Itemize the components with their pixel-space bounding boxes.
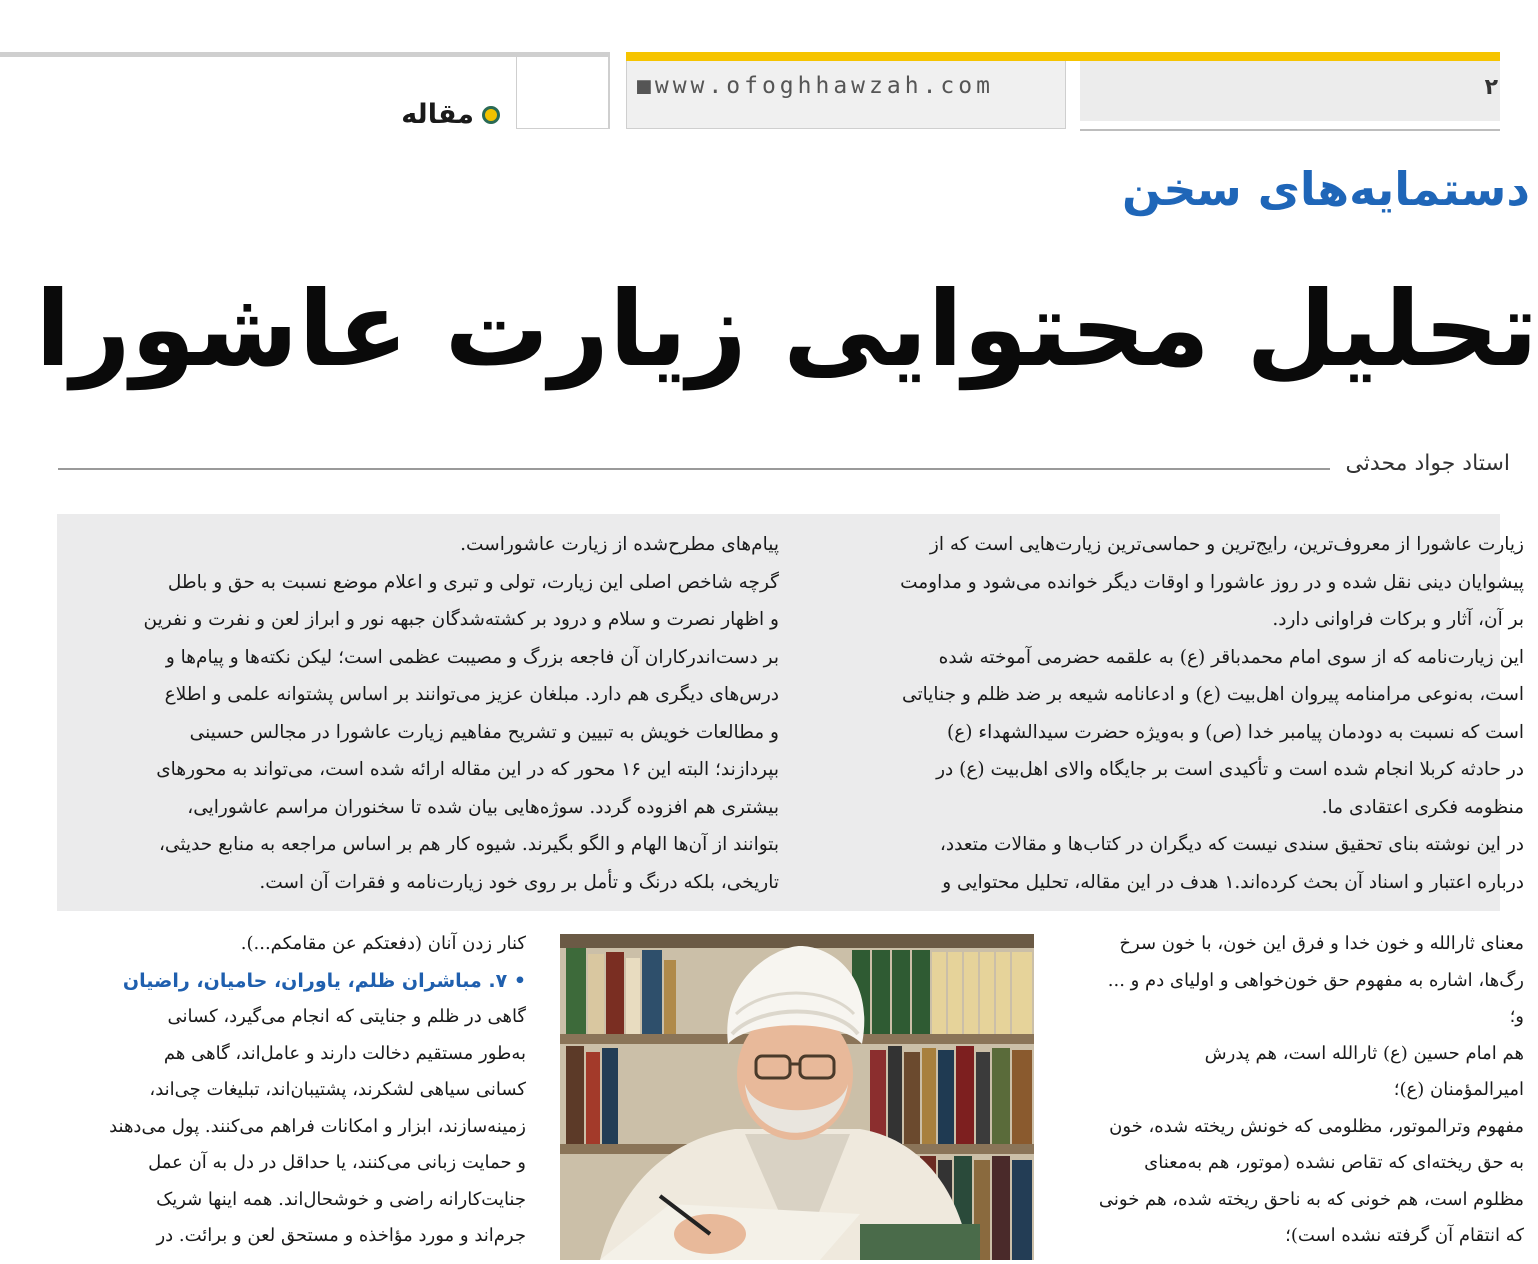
- page-number: ۲: [1484, 75, 1498, 100]
- body-paragraph: کنار زدن آنان (دفعتکم عن مقامکم...).: [240, 933, 526, 954]
- bullet-dot-icon: [482, 106, 500, 124]
- intro-box: [57, 514, 1524, 911]
- intro-paragraph: این زیارت‌نامه که از سوی امام محمدباقر (ع) به علقمه حضرمی آموخته شده است، به‌نوعی مرامنامه پیروان اهل‌بیت (ع) و ادعانامه شیعه بر ضد ظلم و جنایاتی است که نسبت به دودمان پیامبر خدا (ص) و به‌ویژه حضرت سیدالشهداء (ع) در حادثه کربلا انجام شده است و تأکیدی است بر جایگاه والای اهل‌بیت (ع) در منظومه فکری اعتقادی ما.: [902, 646, 1524, 818]
- header-right-strip: [626, 52, 1500, 130]
- site-url: ■www.ofoghhawzah.com: [637, 73, 994, 99]
- body-right-column: [1064, 926, 1524, 1255]
- body-paragraph: گاهی در ظلم و جنایتی که انجام می‌گیرد، کسانی به‌طور مستقیم دخالت دارند و عامل‌اند، گاهی هم کسانی سیاهی لشکرند، پشتیبان‌اند، تبلیغات چی‌اند، زمینه‌سازند، ابزار و امکانات فراهم می‌کنند. پول می‌دهند و حمایت زبانی می‌کنند، یا حداقل در دل به آن عمل جنایت‌کارانه راضی و خوشحال‌اند. همه اینها شریک جرم‌اند و مورد مؤاخذه و مستحق لعن و برائت. در: [109, 1006, 526, 1246]
- body-paragraph: هم امام حسین (ع) ثارالله است، هم پدرش امیرالمؤمنان (ع)؛: [1204, 1042, 1524, 1100]
- body-paragraph: مفهوم وترالموتور، مظلومی که خونش ریخته شده، خون به حق ریخته‌ای که تقاص نشده (موتور، هم به‌معنای مظلوم است، هم خونی که به ناحق ریخته شده، هم خونی که انتقام آن گرفته نشده است)؛: [1098, 1115, 1524, 1246]
- intro-right-column: [806, 526, 1524, 901]
- intro-paragraph: در این نوشته بنای تحقیق سندی نیست که دیگران در کتاب‌ها و مقالات متعدد، درباره اعتبار و اسناد آن بحث کرده‌اند.۱ هدف در این مقاله، تحلیل محتوایی و: [939, 834, 1524, 893]
- section-label-text: مقاله: [401, 99, 474, 130]
- kicker: دستمایه‌های سخن: [1121, 162, 1530, 216]
- intro-paragraph: گرچه شاخص اصلی این زیارت، تولی و تبری و اعلام موضع نسبت به حق و باطل و اظهار نصرت و سلام و درود بر کشته‌شدگان جبهه نور و ابراز لعن و نفرت و نفرین بر دست‌اندرکاران آن فاجعه بزرگ و مصیبت عظمی است؛ لیکن نکته‌ها و پیام‌ها و درس‌های دیگری هم دارد. مبلغان عزیز می‌توانند بر اساس پشتوانه علمی و اطلاع و مطالعات خویش به تبیین و تشریح مفاهیم زیارت عاشورا در مجالس حسینی بپردازند؛ البته این ۱۶ محور که در این مقاله ارائه شده است، می‌تواند به محورهای بیشتری هم افزوده گردد. سوژه‌هایی بیان شده تا سخنوران مراسم عاشورایی، بتوانند از آن‌ها الهام و الگو بگیرند. شیوه کار هم بر اساس مراجعه به منابع حدیثی، تاریخی، بلکه درنگ و تأمل بر روی خود زیارت‌نامه و فقرات آن است.: [143, 571, 779, 893]
- intro-paragraph: زیارت عاشورا از معروف‌ترین، رایج‌ترین و حماسی‌ترین زیارت‌هایی است که از پیشوایان دینی نقل شده و در روز عاشورا و اوقات دیگر خوانده می‌شود و مداومت بر آن، آثار و برکات فراوانی دارد.: [900, 534, 1524, 630]
- author-portrait-illustration: [560, 934, 1034, 1260]
- author-photo: [560, 934, 1034, 1260]
- author-divider: [58, 468, 1330, 470]
- intro-left-column: [73, 526, 779, 901]
- body-left-column: [58, 926, 526, 1255]
- header-divider: [1080, 129, 1500, 131]
- intro-paragraph: پیام‌های مطرح‌شده از زیارت عاشوراست.: [460, 534, 779, 555]
- sub-heading: • ۷. مباشران ظلم، یاوران، حامیان، راضیان: [122, 969, 526, 992]
- author-name: استاد جواد محدثی: [1345, 451, 1510, 476]
- section-label: [401, 99, 500, 130]
- header-left-strip: [0, 52, 610, 129]
- header-left-box: [516, 57, 608, 129]
- header-gray-band: [1080, 61, 1500, 121]
- url-box: [626, 61, 1066, 129]
- body-paragraph: معنای ثارالله و خون خدا و فرق این خون، با خون سرخ رگ‌ها، اشاره به مفهوم حق خون‌خواهی و اولیای دم و ... و؛: [1107, 933, 1524, 1027]
- headline: تحلیل محتوایی زیارت عاشورا: [35, 268, 1538, 390]
